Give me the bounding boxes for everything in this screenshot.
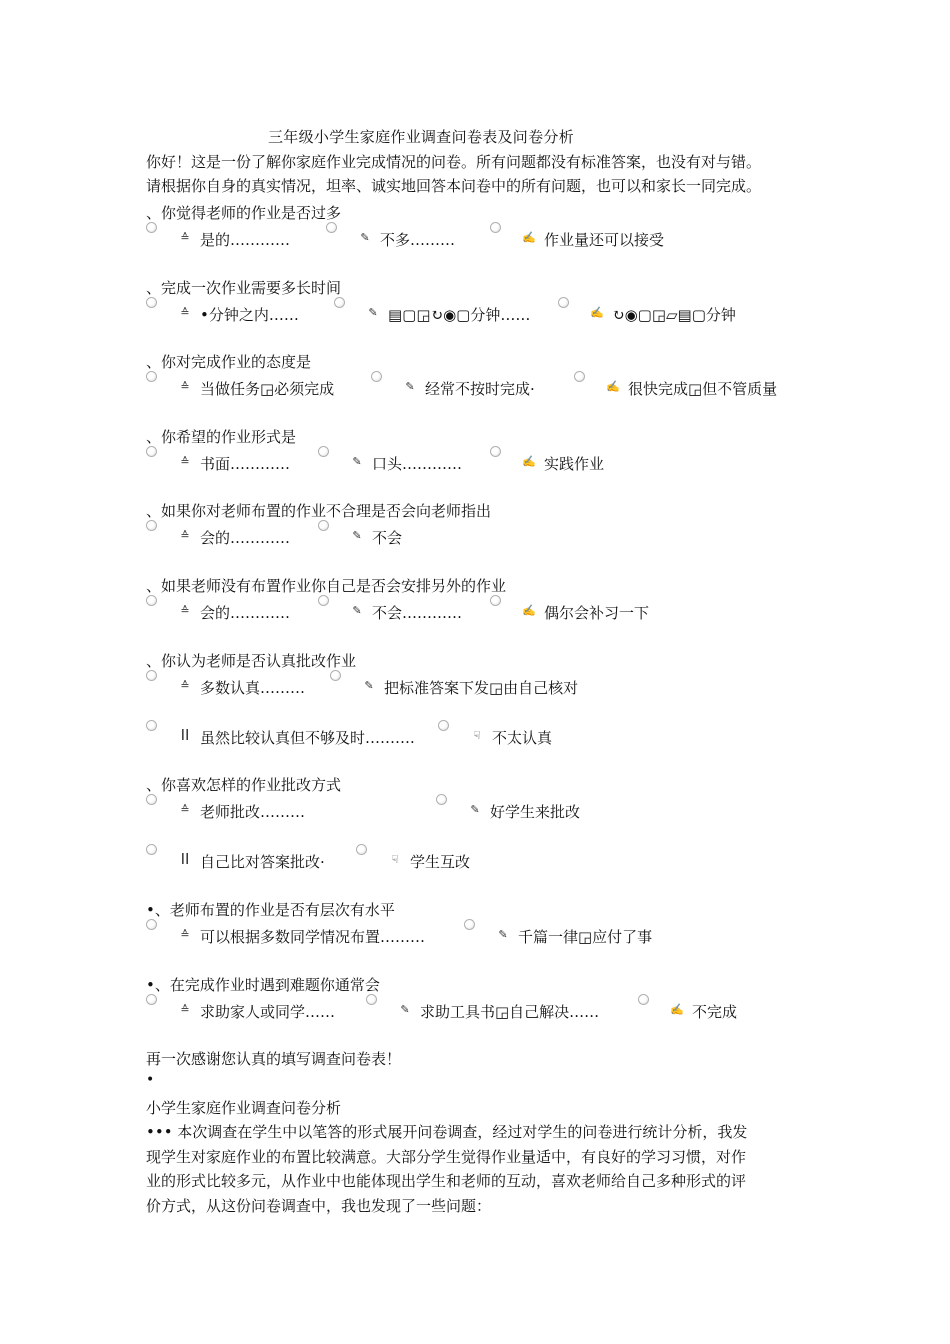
option-marker-icon: ✎	[400, 1003, 410, 1016]
radio-button[interactable]	[638, 994, 649, 1005]
option-label: 多数认真………	[200, 679, 306, 697]
radio-button[interactable]	[464, 919, 475, 930]
option-label: 不完成	[692, 1003, 738, 1021]
option-marker-icon: ≙	[180, 231, 190, 244]
intro-line-1: 你好！这是一份了解你家庭作业完成情况的问卷。所有问题都没有标准答案，也没有对与错。	[146, 153, 762, 171]
radio-button[interactable]	[146, 720, 157, 731]
option-marker-icon: ≙	[180, 455, 190, 468]
radio-button[interactable]	[146, 222, 157, 233]
option-marker-icon: ≙	[180, 306, 190, 319]
option-row	[146, 526, 866, 548]
analysis-line: ••• 本次调查在学生中以笔答的形式展开问卷调查，经过对学生的问卷进行统计分析，我发	[146, 1123, 748, 1141]
option-label: 自己比对答案批改·	[200, 853, 325, 871]
option-marker-icon: ✍	[522, 455, 536, 468]
analysis-line: 业的形式比较多元，从作业中也能体现出学生和老师的互动，喜欢老师给自己多种形式的评	[146, 1172, 747, 1190]
radio-button[interactable]	[146, 520, 157, 531]
radio-button[interactable]	[146, 371, 157, 382]
option-label: 会的…………	[200, 529, 291, 547]
radio-button[interactable]	[318, 446, 329, 457]
question-6	[146, 575, 506, 596]
option-row	[146, 452, 866, 474]
option-marker-icon: ✍	[590, 306, 604, 319]
question-number: •	[146, 901, 155, 919]
question-text: 、如果你对老师布置的作业不合理是否会向老师指出	[146, 502, 492, 520]
option-label: 不会…………	[372, 604, 463, 622]
option-label: 经常不按时完成·	[425, 380, 535, 398]
radio-button[interactable]	[490, 595, 501, 606]
option-marker-icon: ≙	[180, 679, 190, 692]
radio-button[interactable]	[318, 520, 329, 531]
question-9	[146, 899, 395, 920]
question-text: 、你对完成作业的态度是	[146, 353, 312, 371]
radio-button[interactable]	[326, 222, 337, 233]
radio-button[interactable]	[574, 371, 585, 382]
radio-button[interactable]	[438, 720, 449, 731]
option-label: 不会	[372, 529, 403, 547]
radio-button[interactable]	[436, 794, 447, 805]
question-2	[146, 277, 341, 298]
option-row	[146, 303, 866, 325]
option-row	[146, 377, 866, 399]
option-label: ▤▢◲↻◉▢分钟……	[388, 306, 531, 324]
option-marker-icon: ✍	[606, 380, 620, 393]
option-marker-icon: ≙	[180, 604, 190, 617]
option-label: 很快完成◲但不管质量	[628, 380, 778, 398]
option-label: 不多………	[380, 231, 456, 249]
radio-button[interactable]	[356, 844, 367, 855]
question-text: 、完成一次作业需要多长时间	[146, 279, 342, 297]
radio-button[interactable]	[146, 919, 157, 930]
option-marker-icon: ⅠⅠ	[180, 726, 190, 744]
option-label: 会的…………	[200, 604, 291, 622]
radio-button[interactable]	[371, 371, 382, 382]
option-marker-icon: ✎	[360, 231, 370, 244]
radio-button[interactable]	[334, 297, 345, 308]
question-text: 、你觉得老师的作业是否过多	[146, 204, 342, 222]
bullet-mark: •	[146, 1072, 155, 1088]
option-row	[146, 726, 866, 748]
option-label: 虽然比较认真但不够及时……….	[200, 729, 415, 747]
question-1	[146, 202, 341, 223]
option-row	[146, 925, 866, 947]
radio-button[interactable]	[490, 222, 501, 233]
option-marker-icon: ✎	[368, 306, 378, 319]
option-marker-icon: ✎	[352, 529, 362, 542]
question-text: 、你喜欢怎样的作业批改方式	[146, 776, 342, 794]
question-text: 、你希望的作业形式是	[146, 428, 297, 446]
option-label: 当做任务◲必须完成	[200, 380, 335, 398]
option-row	[146, 228, 866, 250]
option-label: 把标准答案下发◲由自己核对	[384, 679, 579, 697]
option-marker-icon: ✎	[498, 928, 508, 941]
option-marker-icon: ≙	[180, 1003, 190, 1016]
option-marker-icon: ≙	[180, 803, 190, 816]
radio-button[interactable]	[146, 670, 157, 681]
radio-button[interactable]	[366, 994, 377, 1005]
question-text: 、如果老师没有布置作业你自己是否会安排另外的作业	[146, 577, 507, 595]
option-marker-icon: ≙	[180, 928, 190, 941]
intro-line-2: 请根据你自身的真实情况，坦率、诚实地回答本问卷中的所有问题，也可以和家长一同完成。	[146, 177, 762, 195]
page-title: 三年级小学生家庭作业调查问卷表及问卷分析	[268, 128, 575, 146]
option-label: 好学生来批改	[490, 803, 581, 821]
analysis-body	[146, 1120, 826, 1218]
option-label: 作业量还可以接受	[544, 231, 665, 249]
question-number: •	[146, 976, 155, 994]
option-label: 是的…………	[200, 231, 291, 249]
option-row	[146, 601, 866, 623]
option-marker-icon: ≙	[180, 380, 190, 393]
question-7	[146, 650, 356, 671]
radio-button[interactable]	[146, 994, 157, 1005]
option-marker-icon: ✎	[364, 679, 374, 692]
closing-thanks: 再一次感谢您认真的填写调查问卷表！	[146, 1050, 402, 1068]
option-label: 学生互改	[410, 853, 471, 871]
option-label: 求助工具书◲自己解决……	[420, 1003, 600, 1021]
option-label: 不太认真	[492, 729, 553, 747]
question-text: 、你认为老师是否认真批改作业	[146, 652, 357, 670]
radio-button[interactable]	[318, 595, 329, 606]
option-marker-icon: ⅠⅠ	[180, 850, 190, 868]
question-4	[146, 426, 296, 447]
option-marker-icon: ✎	[470, 803, 480, 816]
option-marker-icon: ☟	[391, 853, 399, 866]
option-marker-icon: ☟	[473, 729, 481, 742]
option-label: ↻◉▢◲▱▤▢分钟	[612, 306, 736, 324]
option-label: 书面…………	[200, 455, 291, 473]
radio-button[interactable]	[146, 844, 157, 855]
radio-button[interactable]	[330, 670, 341, 681]
question-3	[146, 351, 311, 372]
option-row	[146, 1000, 866, 1022]
question-8	[146, 774, 341, 795]
question-text: 、在完成作业时遇到难题你通常会	[154, 976, 380, 994]
option-marker-icon: ✍	[522, 231, 536, 244]
option-marker-icon: ✍	[522, 604, 536, 617]
radio-button[interactable]	[558, 297, 569, 308]
option-label: •分钟之内……	[200, 306, 299, 324]
radio-button[interactable]	[146, 297, 157, 308]
option-label: 老师批改………	[200, 803, 306, 821]
radio-button[interactable]	[146, 595, 157, 606]
analysis-line: 现学生对家庭作业的布置比较满意。大部分学生觉得作业量适中，有良好的学习习惯，对作	[146, 1147, 747, 1166]
option-marker-icon: ✎	[405, 380, 415, 393]
option-marker-icon: ✎	[352, 455, 362, 468]
option-row	[146, 676, 866, 698]
radio-button[interactable]	[490, 446, 501, 457]
option-marker-icon: ✍	[670, 1003, 684, 1016]
question-10	[146, 974, 380, 995]
analysis-title: 小学生家庭作业调查问卷分析	[146, 1099, 342, 1117]
option-label: 偶尔会补习一下	[544, 604, 650, 622]
radio-button[interactable]	[146, 446, 157, 457]
option-marker-icon: ≙	[180, 529, 190, 542]
question-5	[146, 500, 491, 521]
option-row	[146, 850, 866, 872]
option-label: 千篇一律◲应付了事	[518, 928, 653, 946]
radio-button[interactable]	[146, 794, 157, 805]
option-label: 口头…………	[372, 455, 463, 473]
analysis-line: 价方式，从这份问卷调查中，我也发现了一些问题：	[146, 1196, 492, 1215]
option-label: 实践作业	[544, 455, 605, 473]
option-marker-icon: ✎	[352, 604, 362, 617]
option-label: 求助家人或同学……	[200, 1003, 336, 1021]
question-text: 、老师布置的作业是否有层次有水平	[154, 901, 395, 919]
option-label: 可以根据多数同学情况布置………	[200, 928, 426, 946]
option-row	[146, 800, 866, 822]
